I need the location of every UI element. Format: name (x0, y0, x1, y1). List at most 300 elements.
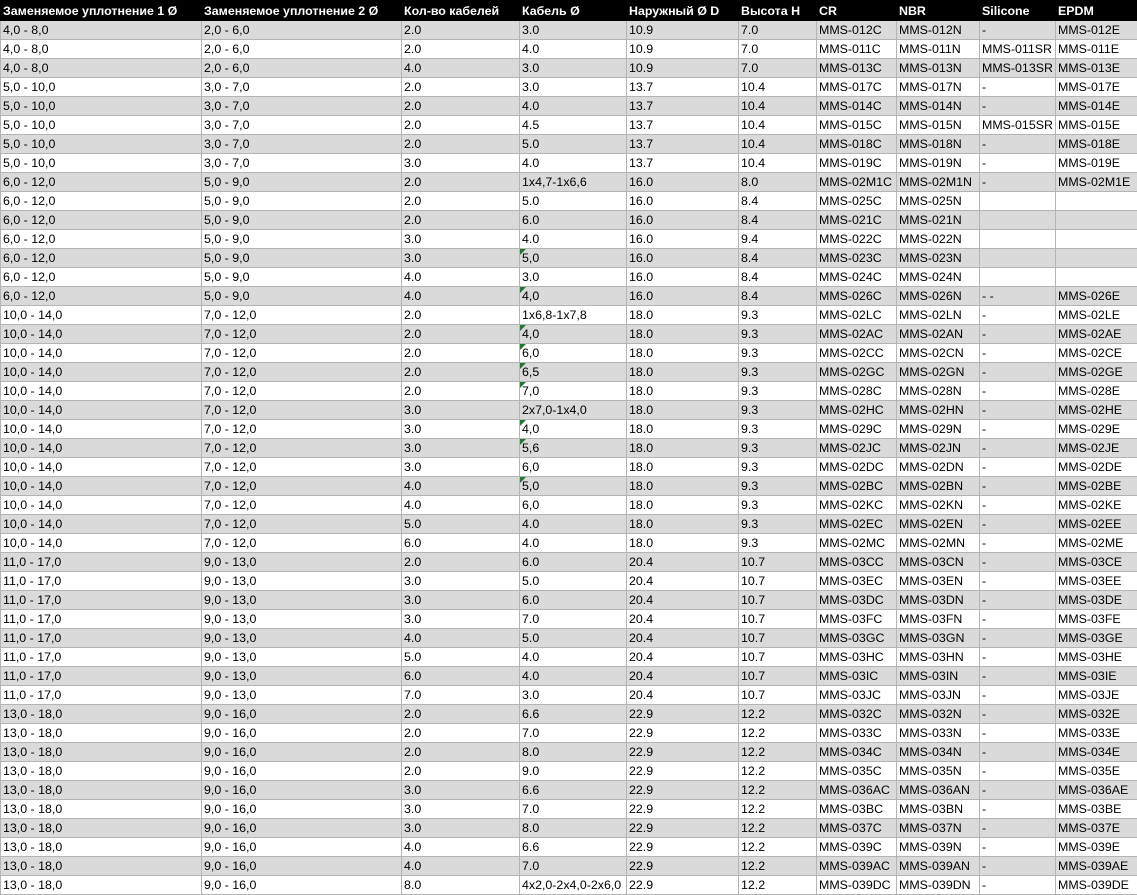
cell-height-h: 10.7 (739, 591, 817, 610)
cell-height-h: 12.2 (739, 819, 817, 838)
cell-cable-dia: 4.5 (520, 116, 627, 135)
cell-epdm: MMS-029E (1056, 420, 1137, 439)
cell-silicone: - (980, 458, 1056, 477)
cell-cable-count: 2.0 (402, 705, 520, 724)
cell-seal-2-dia: 5,0 - 9,0 (202, 287, 402, 306)
cell-silicone: - (980, 97, 1056, 116)
cell-silicone: MMS-013SR (980, 59, 1056, 78)
cell-epdm: MMS-02AE (1056, 325, 1137, 344)
cell-cable-count: 4.0 (402, 629, 520, 648)
cell-silicone: - (980, 154, 1056, 173)
cell-nbr: MMS-02KN (897, 496, 980, 515)
cell-seal-1-dia: 13,0 - 18,0 (1, 800, 202, 819)
cell-cable-count: 2.0 (402, 306, 520, 325)
cell-height-h: 9.3 (739, 382, 817, 401)
cell-cable-dia: 6,0 (520, 344, 627, 363)
cell-cable-count: 2.0 (402, 743, 520, 762)
cell-outer-dia-d: 20.4 (627, 572, 739, 591)
cell-nbr: MMS-033N (897, 724, 980, 743)
cell-nbr: MMS-03EN (897, 572, 980, 591)
cell-epdm: MMS-026E (1056, 287, 1137, 306)
cell-epdm: MMS-036AE (1056, 781, 1137, 800)
cell-height-h: 12.2 (739, 781, 817, 800)
cell-height-h: 12.2 (739, 724, 817, 743)
cell-seal-2-dia: 5,0 - 9,0 (202, 268, 402, 287)
cell-epdm: MMS-03FE (1056, 610, 1137, 629)
cell-epdm: MMS-02LE (1056, 306, 1137, 325)
cell-cr: MMS-024C (817, 268, 897, 287)
cell-outer-dia-d: 20.4 (627, 667, 739, 686)
cell-seal-2-dia: 7,0 - 12,0 (202, 439, 402, 458)
cell-silicone: - (980, 21, 1056, 40)
table-row (1, 268, 1137, 287)
cell-nbr: MMS-017N (897, 78, 980, 97)
cell-epdm: MMS-017E (1056, 78, 1137, 97)
table-row (1, 496, 1137, 515)
cell-height-h: 7.0 (739, 40, 817, 59)
cell-silicone: - (980, 553, 1056, 572)
cell-seal-1-dia: 5,0 - 10,0 (1, 135, 202, 154)
cell-cable-dia: 6,5 (520, 363, 627, 382)
cell-cable-dia: 4.0 (520, 648, 627, 667)
cell-silicone: - - (980, 287, 1056, 306)
cell-seal-1-dia: 6,0 - 12,0 (1, 192, 202, 211)
cell-nbr: MMS-03DN (897, 591, 980, 610)
cell-silicone: - (980, 401, 1056, 420)
cell-outer-dia-d: 13.7 (627, 154, 739, 173)
cell-seal-1-dia: 13,0 - 18,0 (1, 743, 202, 762)
cell-outer-dia-d: 13.7 (627, 97, 739, 116)
cell-outer-dia-d: 10.9 (627, 21, 739, 40)
cell-cable-count: 2.0 (402, 97, 520, 116)
cell-seal-2-dia: 5,0 - 9,0 (202, 173, 402, 192)
cell-cr: MMS-03FC (817, 610, 897, 629)
cell-epdm: MMS-02ME (1056, 534, 1137, 553)
cell-cable-count: 2.0 (402, 192, 520, 211)
cell-epdm: MMS-019E (1056, 154, 1137, 173)
cell-cr: MMS-03GC (817, 629, 897, 648)
cell-outer-dia-d: 18.0 (627, 458, 739, 477)
cell-cable-dia: 6.6 (520, 838, 627, 857)
cell-height-h: 12.2 (739, 838, 817, 857)
cell-cable-count: 5.0 (402, 648, 520, 667)
cell-epdm (1056, 211, 1137, 230)
cell-outer-dia-d: 18.0 (627, 401, 739, 420)
cell-height-h: 12.2 (739, 743, 817, 762)
cell-seal-2-dia: 9,0 - 13,0 (202, 553, 402, 572)
cell-nbr: MMS-035N (897, 762, 980, 781)
cell-seal-2-dia: 9,0 - 13,0 (202, 610, 402, 629)
cell-nbr: MMS-034N (897, 743, 980, 762)
cell-nbr: MMS-02MN (897, 534, 980, 553)
cell-seal-2-dia: 3,0 - 7,0 (202, 135, 402, 154)
cell-seal-1-dia: 10,0 - 14,0 (1, 401, 202, 420)
cell-cr: MMS-02DC (817, 458, 897, 477)
table-row (1, 458, 1137, 477)
cell-silicone: - (980, 135, 1056, 154)
cell-silicone (980, 230, 1056, 249)
table-row (1, 477, 1137, 496)
cell-cable-dia: 4.0 (520, 667, 627, 686)
cell-silicone: - (980, 173, 1056, 192)
cell-cable-count: 2.0 (402, 78, 520, 97)
table-row (1, 534, 1137, 553)
cell-nbr: MMS-036AN (897, 781, 980, 800)
cell-silicone (980, 211, 1056, 230)
cell-silicone (980, 192, 1056, 211)
cell-seal-1-dia: 4,0 - 8,0 (1, 40, 202, 59)
cell-silicone: - (980, 306, 1056, 325)
cell-cable-dia: 6,0 (520, 496, 627, 515)
cell-height-h: 8.4 (739, 192, 817, 211)
cell-cable-dia: 4.0 (520, 534, 627, 553)
cell-height-h: 10.4 (739, 116, 817, 135)
cell-outer-dia-d: 16.0 (627, 173, 739, 192)
cell-outer-dia-d: 22.9 (627, 800, 739, 819)
cell-seal-2-dia: 9,0 - 13,0 (202, 667, 402, 686)
cell-nbr: MMS-028N (897, 382, 980, 401)
cell-outer-dia-d: 22.9 (627, 724, 739, 743)
cell-silicone (980, 249, 1056, 268)
cell-seal-1-dia: 11,0 - 17,0 (1, 648, 202, 667)
cell-cable-dia: 4,0 (520, 325, 627, 344)
cell-height-h: 9.3 (739, 306, 817, 325)
cell-cable-dia: 4,0 (520, 287, 627, 306)
cell-outer-dia-d: 18.0 (627, 363, 739, 382)
cell-seal-1-dia: 11,0 - 17,0 (1, 591, 202, 610)
cell-cable-dia: 5,0 (520, 477, 627, 496)
cell-epdm: MMS-02CE (1056, 344, 1137, 363)
cell-outer-dia-d: 16.0 (627, 287, 739, 306)
cell-silicone: - (980, 591, 1056, 610)
cell-cable-dia: 3.0 (520, 59, 627, 78)
cell-height-h: 10.4 (739, 78, 817, 97)
cell-silicone: - (980, 629, 1056, 648)
table-row (1, 420, 1137, 439)
cell-cable-dia: 1x4,7-1x6,6 (520, 173, 627, 192)
cell-epdm (1056, 192, 1137, 211)
cell-silicone: - (980, 876, 1056, 895)
cell-seal-1-dia: 13,0 - 18,0 (1, 876, 202, 895)
cell-cr: MMS-02HC (817, 401, 897, 420)
cell-epdm: MMS-039DE (1056, 876, 1137, 895)
cell-cr: MMS-02M1C (817, 173, 897, 192)
cell-height-h: 9.3 (739, 420, 817, 439)
column-header-nbr: NBR (897, 1, 980, 21)
cell-cable-dia: 8.0 (520, 743, 627, 762)
cell-height-h: 9.3 (739, 515, 817, 534)
cell-cable-dia: 3.0 (520, 21, 627, 40)
cell-silicone: - (980, 648, 1056, 667)
cell-cable-count: 2.0 (402, 116, 520, 135)
cell-cr: MMS-011C (817, 40, 897, 59)
cell-epdm: MMS-012E (1056, 21, 1137, 40)
cell-nbr: MMS-03GN (897, 629, 980, 648)
table-row (1, 135, 1137, 154)
cell-height-h: 10.4 (739, 135, 817, 154)
cell-height-h: 9.3 (739, 363, 817, 382)
cell-seal-2-dia: 9,0 - 13,0 (202, 591, 402, 610)
cell-height-h: 8.4 (739, 249, 817, 268)
cell-seal-1-dia: 5,0 - 10,0 (1, 154, 202, 173)
cell-nbr: MMS-03CN (897, 553, 980, 572)
cell-epdm: MMS-032E (1056, 705, 1137, 724)
cell-silicone: MMS-015SR (980, 116, 1056, 135)
cell-height-h: 12.2 (739, 876, 817, 895)
cell-nbr: MMS-03FN (897, 610, 980, 629)
cell-seal-1-dia: 4,0 - 8,0 (1, 59, 202, 78)
cell-cable-count: 7.0 (402, 686, 520, 705)
cell-cable-count: 4.0 (402, 838, 520, 857)
cell-cable-count: 3.0 (402, 800, 520, 819)
cell-cr: MMS-028C (817, 382, 897, 401)
table-row (1, 382, 1137, 401)
cell-cable-dia: 4.0 (520, 515, 627, 534)
cell-outer-dia-d: 18.0 (627, 496, 739, 515)
cell-epdm: MMS-03IE (1056, 667, 1137, 686)
table-row (1, 610, 1137, 629)
cell-cable-dia: 5,6 (520, 439, 627, 458)
cell-seal-2-dia: 3,0 - 7,0 (202, 78, 402, 97)
cell-epdm (1056, 268, 1137, 287)
cell-cable-dia: 3.0 (520, 686, 627, 705)
cell-cable-count: 3.0 (402, 401, 520, 420)
table-row (1, 819, 1137, 838)
cell-cable-dia: 7.0 (520, 610, 627, 629)
cell-seal-2-dia: 2,0 - 6,0 (202, 59, 402, 78)
cell-silicone: - (980, 762, 1056, 781)
cell-cable-dia: 6.0 (520, 553, 627, 572)
cell-seal-1-dia: 11,0 - 17,0 (1, 610, 202, 629)
cell-seal-2-dia: 9,0 - 16,0 (202, 857, 402, 876)
cell-silicone: - (980, 667, 1056, 686)
cell-seal-1-dia: 5,0 - 10,0 (1, 97, 202, 116)
cell-silicone: - (980, 686, 1056, 705)
cell-cable-dia: 4,0 (520, 420, 627, 439)
cell-epdm: MMS-034E (1056, 743, 1137, 762)
table-row (1, 230, 1137, 249)
cell-cable-count: 4.0 (402, 477, 520, 496)
cell-cr: MMS-013C (817, 59, 897, 78)
table-row (1, 173, 1137, 192)
cell-seal-2-dia: 7,0 - 12,0 (202, 401, 402, 420)
cell-seal-2-dia: 3,0 - 7,0 (202, 116, 402, 135)
cell-seal-2-dia: 7,0 - 12,0 (202, 477, 402, 496)
cell-height-h: 10.7 (739, 610, 817, 629)
cell-silicone: - (980, 743, 1056, 762)
cell-epdm: MMS-03GE (1056, 629, 1137, 648)
cell-cable-count: 3.0 (402, 819, 520, 838)
table-row (1, 591, 1137, 610)
cell-height-h: 8.4 (739, 268, 817, 287)
cell-outer-dia-d: 16.0 (627, 192, 739, 211)
table-row (1, 344, 1137, 363)
table-row (1, 724, 1137, 743)
cell-cable-count: 2.0 (402, 344, 520, 363)
column-header-cable-count: Кол-во кабелей (402, 1, 520, 21)
cell-nbr: MMS-015N (897, 116, 980, 135)
cell-seal-2-dia: 9,0 - 13,0 (202, 572, 402, 591)
cell-seal-2-dia: 7,0 - 12,0 (202, 458, 402, 477)
cell-seal-2-dia: 7,0 - 12,0 (202, 325, 402, 344)
cell-nbr: MMS-024N (897, 268, 980, 287)
cell-epdm: MMS-014E (1056, 97, 1137, 116)
cell-cr: MMS-029C (817, 420, 897, 439)
cell-cr: MMS-03BC (817, 800, 897, 819)
cell-cr: MMS-036AC (817, 781, 897, 800)
cell-height-h: 9.3 (739, 458, 817, 477)
cell-nbr: MMS-023N (897, 249, 980, 268)
cell-epdm: MMS-015E (1056, 116, 1137, 135)
cell-outer-dia-d: 20.4 (627, 648, 739, 667)
cell-silicone: - (980, 819, 1056, 838)
cell-seal-1-dia: 13,0 - 18,0 (1, 857, 202, 876)
cell-silicone: - (980, 724, 1056, 743)
cell-cr: MMS-02EC (817, 515, 897, 534)
table-row (1, 40, 1137, 59)
cell-cable-count: 5.0 (402, 515, 520, 534)
cell-seal-2-dia: 7,0 - 12,0 (202, 420, 402, 439)
cell-seal-2-dia: 9,0 - 16,0 (202, 876, 402, 895)
cell-seal-1-dia: 13,0 - 18,0 (1, 705, 202, 724)
cell-epdm (1056, 230, 1137, 249)
cell-cr: MMS-02JC (817, 439, 897, 458)
cell-height-h: 12.2 (739, 762, 817, 781)
cell-cable-count: 2.0 (402, 325, 520, 344)
cell-nbr: MMS-03JN (897, 686, 980, 705)
cell-outer-dia-d: 16.0 (627, 230, 739, 249)
cell-cr: MMS-037C (817, 819, 897, 838)
cell-seal-2-dia: 5,0 - 9,0 (202, 211, 402, 230)
table-row (1, 249, 1137, 268)
cell-seal-2-dia: 7,0 - 12,0 (202, 306, 402, 325)
cell-cable-count: 4.0 (402, 857, 520, 876)
cell-height-h: 7.0 (739, 21, 817, 40)
cell-seal-1-dia: 10,0 - 14,0 (1, 420, 202, 439)
table-row (1, 686, 1137, 705)
cell-silicone: - (980, 78, 1056, 97)
table-row (1, 325, 1137, 344)
column-header-height-h: Высота H (739, 1, 817, 21)
cell-cable-count: 2.0 (402, 724, 520, 743)
cell-epdm: MMS-02JE (1056, 439, 1137, 458)
cell-nbr: MMS-011N (897, 40, 980, 59)
cell-cable-count: 3.0 (402, 230, 520, 249)
cell-seal-2-dia: 9,0 - 16,0 (202, 762, 402, 781)
cell-cable-dia: 8.0 (520, 819, 627, 838)
cell-seal-1-dia: 10,0 - 14,0 (1, 306, 202, 325)
column-header-outer-dia-d: Наружный Ø D (627, 1, 739, 21)
table-row (1, 287, 1137, 306)
cell-cr: MMS-03CC (817, 553, 897, 572)
cell-epdm: MMS-028E (1056, 382, 1137, 401)
cell-height-h: 8.0 (739, 173, 817, 192)
cell-silicone: - (980, 857, 1056, 876)
cell-silicone: - (980, 344, 1056, 363)
cell-cable-count: 2.0 (402, 211, 520, 230)
cell-cr: MMS-012C (817, 21, 897, 40)
cell-height-h: 8.4 (739, 211, 817, 230)
cell-seal-1-dia: 13,0 - 18,0 (1, 819, 202, 838)
cell-cable-count: 3.0 (402, 249, 520, 268)
cell-nbr: MMS-03BN (897, 800, 980, 819)
cell-cable-dia: 5,0 (520, 249, 627, 268)
cell-nbr: MMS-02LN (897, 306, 980, 325)
cell-cable-count: 3.0 (402, 781, 520, 800)
table-row (1, 705, 1137, 724)
cell-silicone: - (980, 363, 1056, 382)
cell-height-h: 9.4 (739, 230, 817, 249)
cell-outer-dia-d: 18.0 (627, 325, 739, 344)
cell-cr: MMS-015C (817, 116, 897, 135)
cell-nbr: MMS-019N (897, 154, 980, 173)
table-row (1, 439, 1137, 458)
table-row (1, 667, 1137, 686)
cell-cr: MMS-026C (817, 287, 897, 306)
cell-cable-count: 3.0 (402, 572, 520, 591)
cell-height-h: 10.7 (739, 629, 817, 648)
cell-cr: MMS-02LC (817, 306, 897, 325)
cell-height-h: 7.0 (739, 59, 817, 78)
cell-outer-dia-d: 16.0 (627, 211, 739, 230)
cell-nbr: MMS-014N (897, 97, 980, 116)
table-row (1, 21, 1137, 40)
cell-nbr: MMS-012N (897, 21, 980, 40)
cell-cable-dia: 1x6,8-1x7,8 (520, 306, 627, 325)
cell-outer-dia-d: 20.4 (627, 553, 739, 572)
cell-cable-count: 4.0 (402, 287, 520, 306)
cell-cr: MMS-033C (817, 724, 897, 743)
cell-epdm: MMS-03JE (1056, 686, 1137, 705)
cell-cr: MMS-039C (817, 838, 897, 857)
cell-cable-dia: 5.0 (520, 135, 627, 154)
cell-cr: MMS-03IC (817, 667, 897, 686)
cell-seal-2-dia: 9,0 - 16,0 (202, 838, 402, 857)
cell-seal-2-dia: 7,0 - 12,0 (202, 515, 402, 534)
table-row (1, 572, 1137, 591)
cell-height-h: 8.4 (739, 287, 817, 306)
cell-cable-count: 4.0 (402, 496, 520, 515)
table-row (1, 629, 1137, 648)
cell-height-h: 12.2 (739, 800, 817, 819)
cell-cable-dia: 6.0 (520, 211, 627, 230)
cell-epdm (1056, 249, 1137, 268)
table-row (1, 876, 1137, 895)
cell-nbr: MMS-021N (897, 211, 980, 230)
cell-cable-dia: 4.0 (520, 40, 627, 59)
cell-silicone: - (980, 515, 1056, 534)
cell-cable-count: 4.0 (402, 59, 520, 78)
cell-epdm: MMS-013E (1056, 59, 1137, 78)
cell-cable-count: 3.0 (402, 154, 520, 173)
cell-seal-1-dia: 6,0 - 12,0 (1, 173, 202, 192)
cell-cr: MMS-021C (817, 211, 897, 230)
cell-seal-2-dia: 9,0 - 16,0 (202, 800, 402, 819)
cell-nbr: MMS-02CN (897, 344, 980, 363)
cell-cr: MMS-034C (817, 743, 897, 762)
cell-seal-2-dia: 7,0 - 12,0 (202, 534, 402, 553)
cell-outer-dia-d: 13.7 (627, 135, 739, 154)
cell-seal-2-dia: 3,0 - 7,0 (202, 154, 402, 173)
cell-cr: MMS-035C (817, 762, 897, 781)
cell-seal-1-dia: 11,0 - 17,0 (1, 572, 202, 591)
cell-silicone: - (980, 572, 1056, 591)
cell-seal-1-dia: 4,0 - 8,0 (1, 21, 202, 40)
cell-epdm: MMS-03CE (1056, 553, 1137, 572)
cell-nbr: MMS-039DN (897, 876, 980, 895)
cell-nbr: MMS-02DN (897, 458, 980, 477)
table-row (1, 306, 1137, 325)
